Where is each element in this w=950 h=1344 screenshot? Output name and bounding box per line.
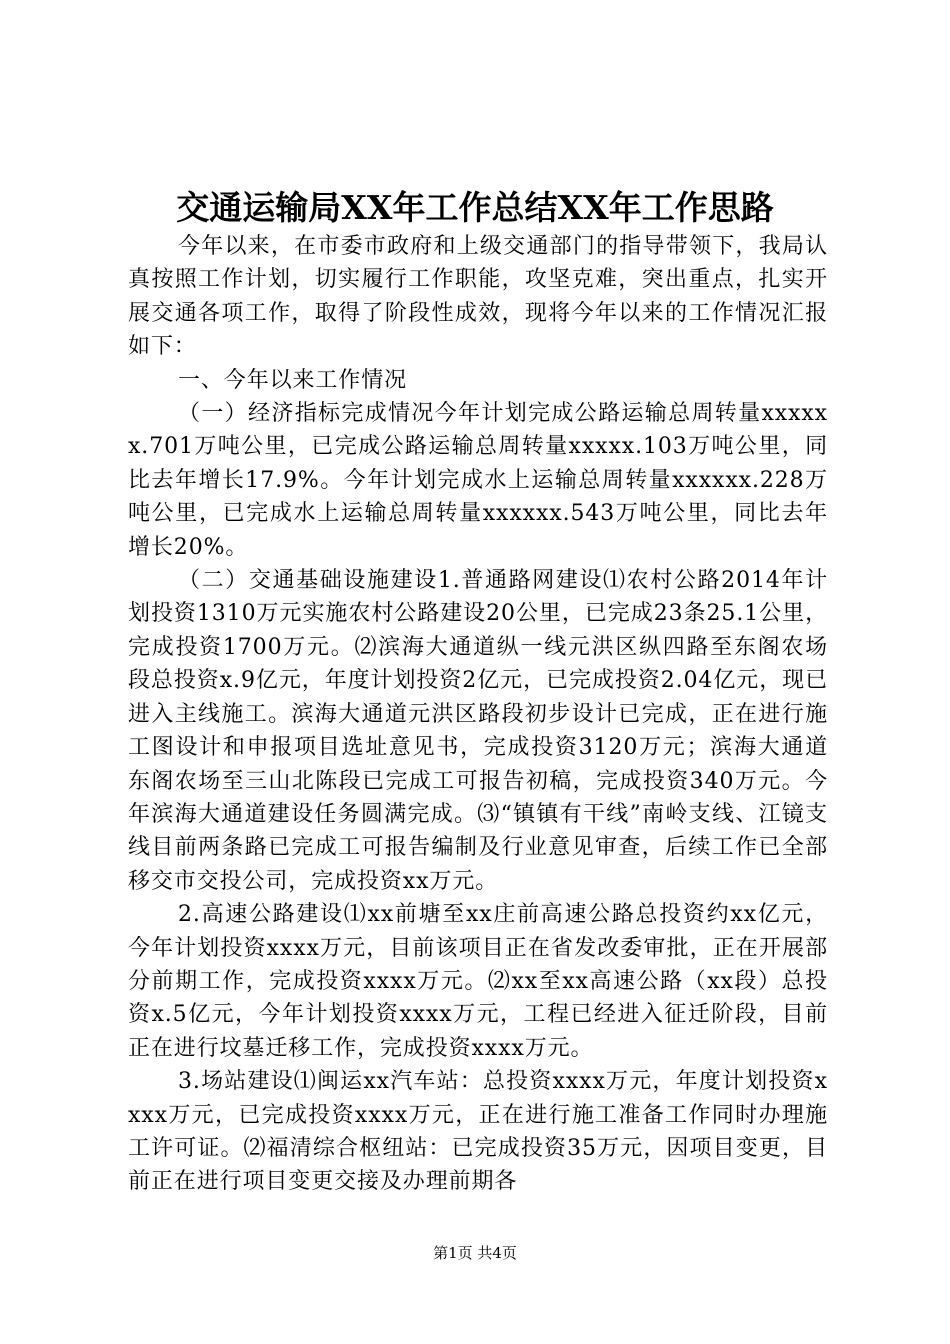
document-title: 交通运输局XX年工作总结XX年工作思路 bbox=[176, 188, 774, 227]
paragraph-intro: 今年以来，在市委市政府和上级交通部门的指导带领下，我局认真按照工作计划，切实履行工作职能，攻坚克难，突出重点，扎实开展交通各项工作，取得了阶段性成效，现将今年以来的工作情况汇报如下： bbox=[128, 234, 828, 360]
paragraph-highway: 2.高速公路建设⑴xx前塘至xx庄前高速公路总投资约xx亿元，今年计划投资xxxx万元，目前该项目正在省发改委审批，正在开展部分前期工作，完成投资xxxx万元。⑵xx至xx高速公路（xx段）总投资x.5亿元，今年计划投资xxxx万元，工程已经进入征迁阶段，目前正在进行坟墓迁移工作，完成投资xxxx万元。 bbox=[128, 902, 828, 1061]
paragraph-stations: 3.场站建设⑴闽运xx汽车站：总投资xxxx万元，年度计划投资xxxx万元，已完成投资xxxx万元，正在进行施工准备工作同时办理施工许可证。⑵福清综合枢纽站：已完成投资35万元，因项目变更，目前正在进行项目变更交接及办理前期各 bbox=[128, 1069, 828, 1195]
paragraph-economic-indicators: （一）经济指标完成情况今年计划完成公路运输总周转量xxxxxx.701万吨公里，已完成公路运输总周转量xxxxx.103万吨公里，同比去年增长17.9%。今年计划完成水上运输总周转量xxxxxx.228万吨公里，已完成水上运输总周转量xxxxxx.543万吨公里，同比去年增长20%。 bbox=[128, 401, 828, 560]
page-footer: 第1页 共4页 bbox=[433, 1244, 517, 1262]
document-body bbox=[128, 230, 828, 1199]
paragraph-infrastructure: （二）交通基础设施建设1.普通路网建设⑴农村公路2014年计划投资1310万元实施农村公路建设20公里，已完成23条25.1公里，完成投资1700万元。⑵滨海大通道纵一线元洪区纵四路至东阁农场段总投资x.9亿元，年度计划投资2亿元，已完成投资2.04亿元，现已进入主线施工。滨海大通道元洪区路段初步设计已完成，正在进行施工图设计和申报项目选址意见书，完成投资3120万元；滨海大通道东阁农场至三山北陈段已完成工可报告初稿，完成投资340万元。今年滨海大通道建设任务圆满完成。⑶“镇镇有干线”南岭支线、江镜支线目前两条路已完成工可报告编制及行业意见审查，后续工作已全部移交市交投公司，完成投资xx万元。 bbox=[128, 568, 828, 894]
section-heading: 一、今年以来工作情况 bbox=[178, 367, 408, 393]
